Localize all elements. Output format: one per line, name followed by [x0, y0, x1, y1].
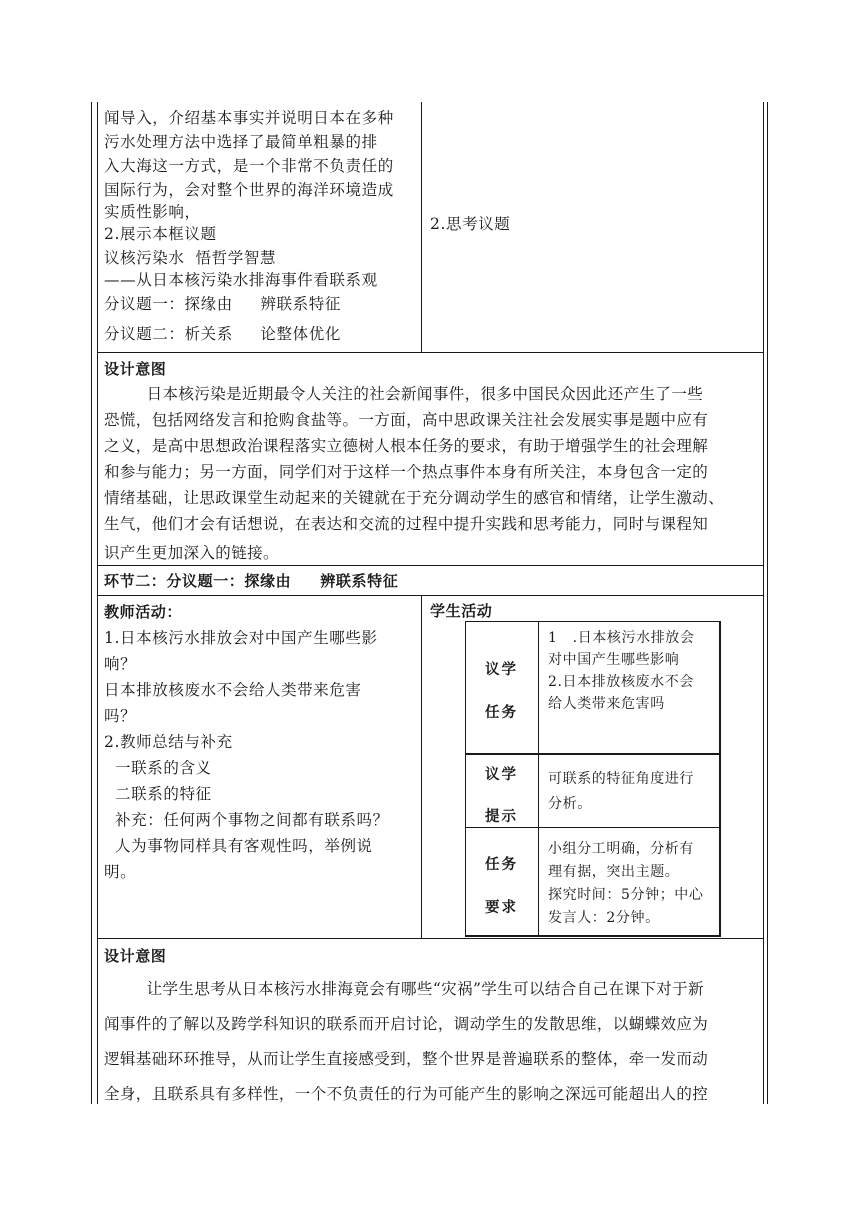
paragraph-line: 和参与能力；另一方面，同学们对于这样一个热点事件本身有所关注，本身包含一定的 [104, 463, 709, 481]
rule-after-activities [97, 938, 764, 939]
teacher-line: 吗？ [104, 707, 137, 725]
teacher-line: 补充：任何两个事物之间都有联系吗？ [104, 811, 389, 829]
text-line: 议核污染水 悟哲学智慧 [104, 249, 277, 267]
teacher-line: 明。 [104, 863, 137, 881]
rule-after-design-intent [97, 565, 764, 566]
row-content-line: 分析。 [548, 796, 592, 812]
paragraph-line: 全身，且联系具有多样性，一个不负责任的行为可能产生的影响之深远可能超出人的控 [104, 1085, 709, 1103]
text-line: 入大海这一方式，是一个非常不负责任的 [104, 157, 394, 175]
teacher-heading: 教师活动： [104, 603, 183, 621]
text-line: ——从日本核污染水排海事件看联系观 [104, 271, 378, 289]
text-line: 2.展示本框议题 [104, 225, 217, 243]
text-line: 分议题一：探缘由 辨联系特征 [104, 295, 341, 313]
text-line: 污水处理方法中选择了最简单粗暴的排 [104, 133, 378, 151]
paragraph-line: 之义，是高中思想政治课程落实立德树人根本任务的要求，有助于增强学生的社会理解 [104, 437, 709, 455]
text-line: 实质性影响， [104, 203, 201, 221]
inner-table-row-divider [465, 753, 720, 755]
paragraph-line: 生气，他们才会有话想说，在表达和交流的过程中提升实践和思考能力，同时与课程知 [104, 515, 709, 533]
table-right-border-outer [767, 102, 768, 1104]
row-content-line: 2.日本排放核废水不会 [548, 674, 694, 690]
row-content-line: 理有据，突出主题。 [548, 864, 680, 880]
row-content-line: 探究时间：5分钟；中心 [548, 887, 704, 903]
row-content-line: 小组分工明确，分析有 [548, 841, 694, 857]
inner-table-col-divider [538, 621, 539, 937]
activity-divider [421, 595, 422, 938]
paragraph-line-last: 识产生更加深入的链接。 [104, 544, 279, 562]
paragraph-line: 逻辑基础环环推导，从而让学生直接感受到，整个世界是普遍联系的整体，牵一发而动 [104, 1050, 709, 1068]
rule-after-section-two [97, 595, 764, 596]
inner-table-row-divider [465, 827, 720, 828]
teacher-line: 一联系的含义 [104, 759, 212, 777]
student-task-table [465, 621, 720, 937]
row-label-bottom: 提示 [485, 809, 518, 825]
top-right-text: 2.思考议题 [430, 215, 511, 233]
inner-table-left [465, 621, 466, 937]
teacher-line: 日本排放核废水不会给人类带来危害 [104, 681, 362, 699]
inner-table-right [719, 621, 721, 937]
inner-table-top [465, 621, 720, 622]
student-heading: 学生活动 [430, 602, 493, 620]
design-intent-heading: 设计意图 [104, 360, 167, 378]
teacher-line: 2.教师总结与补充 [104, 733, 233, 751]
text-line: 闻导入，介绍基本事实并说明日本在多种 [104, 109, 394, 127]
row-content-line: 可联系的特征角度进行 [548, 771, 694, 787]
paragraph-line: 情绪基础，让思政课堂生动起来的关键就在于充分调动学生的感官和情绪，让学生激动、 [104, 489, 725, 507]
table-left-border-inner [97, 102, 98, 1104]
row-content-line: 对中国产生哪些影响 [548, 652, 680, 668]
row-label-bottom: 要求 [485, 900, 518, 916]
teacher-line: 响？ [104, 655, 137, 673]
paragraph-line: 恐慌，包括网络发言和抢购食盐等。一方面，高中思政课关注社会发展实事是题中应有 [104, 411, 709, 429]
rule-after-top-section [97, 352, 764, 353]
text-line: 分议题二：析关系 论整体优化 [104, 325, 341, 343]
row-label-top: 议学 [485, 662, 518, 678]
teacher-line: 二联系的特征 [104, 785, 212, 803]
design-intent-heading: 设计意图 [104, 947, 167, 965]
row-label-top: 议学 [485, 767, 518, 783]
table-left-border [91, 102, 92, 1104]
row-content-line: 发言人：2分钟。 [548, 910, 660, 926]
row-label-top: 任务 [485, 857, 518, 873]
table-right-border [763, 102, 764, 1104]
paragraph-line: 日本核污染是近期最令人关注的社会新闻事件，很多中国民众因此还产生了一些 [104, 385, 704, 403]
paragraph-line: 闻事件的了解以及跨学科知识的联系而开启讨论，调动学生的发散思维，以蝴蝶效应为 [104, 1015, 709, 1033]
inner-table-bottom [465, 935, 721, 937]
row-content-line: 给人类带来危害吗 [548, 696, 665, 712]
row-content-line: 1 .日本核污水排放会 [548, 630, 695, 646]
paragraph-line: 让学生思考从日本核污水排海竟会有哪些“灾祸”学生可以结合自己在课下对于新 [104, 980, 704, 998]
row-label-bottom: 任务 [485, 705, 518, 721]
teacher-line: 1.日本核污水排放会对中国产生哪些影 [104, 629, 378, 647]
top-section-divider [421, 102, 422, 352]
teacher-line: 人为事物同样具有客观性吗，举例说 [104, 837, 373, 855]
text-line: 国际行为，会对整个世界的海洋环境造成 [104, 181, 394, 199]
section-two-heading: 环节二：分议题一：探缘由 辨联系特征 [104, 572, 399, 590]
